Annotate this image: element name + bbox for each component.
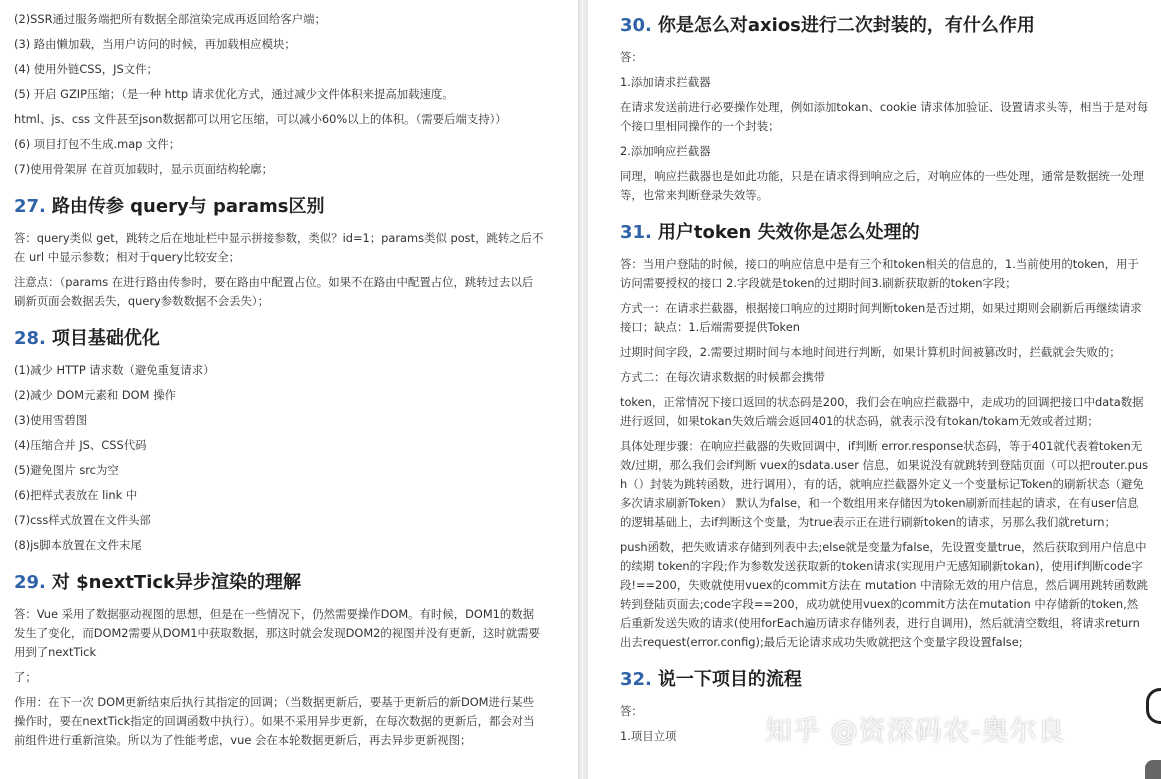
paragraph: 2.添加响应拦截器 [620,144,711,158]
paragraph: (2)SSR通过服务端把所有数据全部渲染完成再返回给客户端； [14,12,326,26]
paragraph: (8)js脚本放置在文件末尾 [14,538,142,552]
section-heading [14,571,544,595]
section-number: 30. [620,15,652,36]
paragraph: 答：query类似 get，跳转之后在地址栏中显示拼接参数，类似？id=1；params类似 post，跳转之后不在 url 中显示参数；相对于query比较安全； [14,231,544,264]
paragraph: (4) 使用外链CSS，JS文件； [14,62,158,76]
page-divider [578,0,588,779]
paragraph: 具体处理步骤：在响应拦截器的失败回调中，if判断 error.response状态码，等于401就代表着token无效/过期，那么我们会if判断 vuex的sdata.user 信息，如果说没有就跳转到登陆页面（可以把router.push（）封装为跳转函数，进行调用），有的话，就响应拦截器外定义一个变量标记Token的刷新状态（避免多次请求刷新Token） 默认为false，和一个数组用来存储因为token刷新而挂起的请求，在有user信息的逻辑基础上，去if判断这个变量，为true表示正在进行刷新token的请求，另那么我们就return； [620,439,1149,529]
side-widget-icon[interactable] [1146,688,1161,724]
paragraph: (1)减少 HTTP 请求数（避免重复请求） [14,363,215,377]
left-page [0,0,578,779]
paragraph: 了； [14,670,37,684]
section-title: 你是怎么对axios进行二次封装的，有什么作用 [657,15,1035,36]
paragraph: 答：Vue 采用了数据驱动视图的思想，但是在一些情况下，仍然需要操作DOM。有时候，DOM1的数据发生了变化，而DOM2需要从DOM1中获取数据，那这时就会发现DOM2的视图并没有更新，这时就需要用到了nextTick [14,607,540,659]
section-heading [14,327,544,351]
section-heading [14,195,544,219]
paragraph: (4)压缩合并 JS、CSS代码 [14,438,147,452]
section-heading [620,668,1149,692]
right-page-content [588,0,1161,779]
paragraph: (5) 开启 GZIP压缩；（是一种 http 请求优化方式，通过减少文件体积来提高加载速度。 [14,87,454,101]
paragraph: (3)使用雪碧图 [14,413,88,427]
paragraph: (7)css样式放置在文件头部 [14,513,151,527]
section-number: 27. [14,196,46,217]
section-heading [620,221,1149,245]
paragraph: 答： [620,704,643,718]
paragraph: 在请求发送前进行必要操作处理，例如添加tokan、cookie 请求体加验证、设置请求头等，相当于是对每个接口里相同操作的一个封装； [620,100,1149,133]
watermark: 知乎 @资深码农-奥尔良 [765,716,1066,747]
corner-widget-icon[interactable] [1145,760,1161,779]
section-title: 路由传参 query与 params区别 [51,196,325,217]
paragraph: (6) 项目打包不生成.map 文件； [14,137,181,151]
section-title: 对 $nextTick异步渲染的理解 [51,572,302,593]
section-title: 说一下项目的流程 [657,669,802,690]
paragraph: 答： [620,50,643,64]
right-page [588,0,1161,779]
section-heading [620,14,1149,38]
paragraph: token，正常情况下接口返回的状态码是200，我们会在响应拦截器中，走成功的回调把接口中data数据进行返回，如果tokan失效后端会返回401的状态码，就表示没有tokan/tokam无效或者过期； [620,395,1144,428]
paragraph: 同理，响应拦截器也是如此功能，只是在请求得到响应之后，对响应体的一些处理，通常是数据统一处理等，也常来判断登录失效等。 [620,169,1144,202]
paragraph: 方式一：在请求拦截器，根据接口响应的过期时间判断token是否过期，如果过期则会刷新后再继续请求接口；缺点：1.后端需要提供Token [620,301,1142,334]
paragraph: 作用：在下一次 DOM更新结束后执行其指定的回调；（当数据更新后，要基于更新后的新DOM进行某些操作时，要在nextTick指定的回调函数中执行）。如果不采用异步更新，在每次数据的更新后，都会对当前组件进行重新渲染。所以为了性能考虑，vue 会在本轮数据更新后，再去异步更新视图； [14,695,535,747]
paragraph: (7)使用骨架屏 在首页加载时，显示页面结构轮廓； [14,162,273,176]
section-number: 31. [620,222,652,243]
paragraph: html、js、css 文件甚至json数据都可以用它压缩，可以减小60%以上的体积。（需要后端支持）） [14,112,507,126]
paragraph: (3) 路由懒加载，当用户访问的时候，再加载相应模块； [14,37,296,51]
section-number: 28. [14,328,46,349]
paragraph: (6)把样式表放在 link 中 [14,488,138,502]
paragraph: 过期时间字段，2.需要过期时间与本地时间进行判断，如果计算机时间被篡改时，拦截就会失败的； [620,345,1121,359]
paragraph: 注意点：（params 在进行路由传参时，要在路由中配置占位。如果不在路由中配置占位，跳转过去以后刷新页面会数据丢失，query参数数据不会丢失）； [14,275,534,308]
paragraph: (2)减少 DOM元素和 DOM 操作 [14,388,176,402]
paragraph: 1.项目立项 [620,729,677,743]
left-page-content [0,0,578,779]
paragraph: push函数，把失败请求存储到列表中去;else就是变量为false，先设置变量true，然后获取到用户信息中的续期 token的字段;作为参数发送获取新的token请求(实现用户无感知刷新tokan)，使用if判断code字段!==200，失败就使用vuex的commit方法在 mutation 中清除无效的用户信息，然后调用跳转函数跳转到登陆页面去;code字段==200，成功就使用vuex的commit方法在mutation 中存储新的token,然后重新发送失败的请求(使用forEach遍历请求存储列表，进行自调用)，然后就清空数组，将请求return 出去request(error.config);最后无论请求成功失败就把这个变量字段设置false; [620,540,1148,649]
paragraph: (5)避免图片 src为空 [14,463,119,477]
paragraph: 1.添加请求拦截器 [620,75,711,89]
section-number: 32. [620,669,652,690]
section-number: 29. [14,572,46,593]
section-title: 用户token 失效你是怎么处理的 [657,222,920,243]
paragraph: 答：当用户登陆的时候，接口的响应信息中是有三个和token相关的信息的，1.当前使用的token，用于访问需要授权的接口 2.字段就是token的过期时间3.刷新获取新的token字段； [620,257,1139,290]
paragraph: 方式二：在每次请求数据的时候都会携带 [620,370,826,384]
section-title: 项目基础优化 [51,328,160,349]
